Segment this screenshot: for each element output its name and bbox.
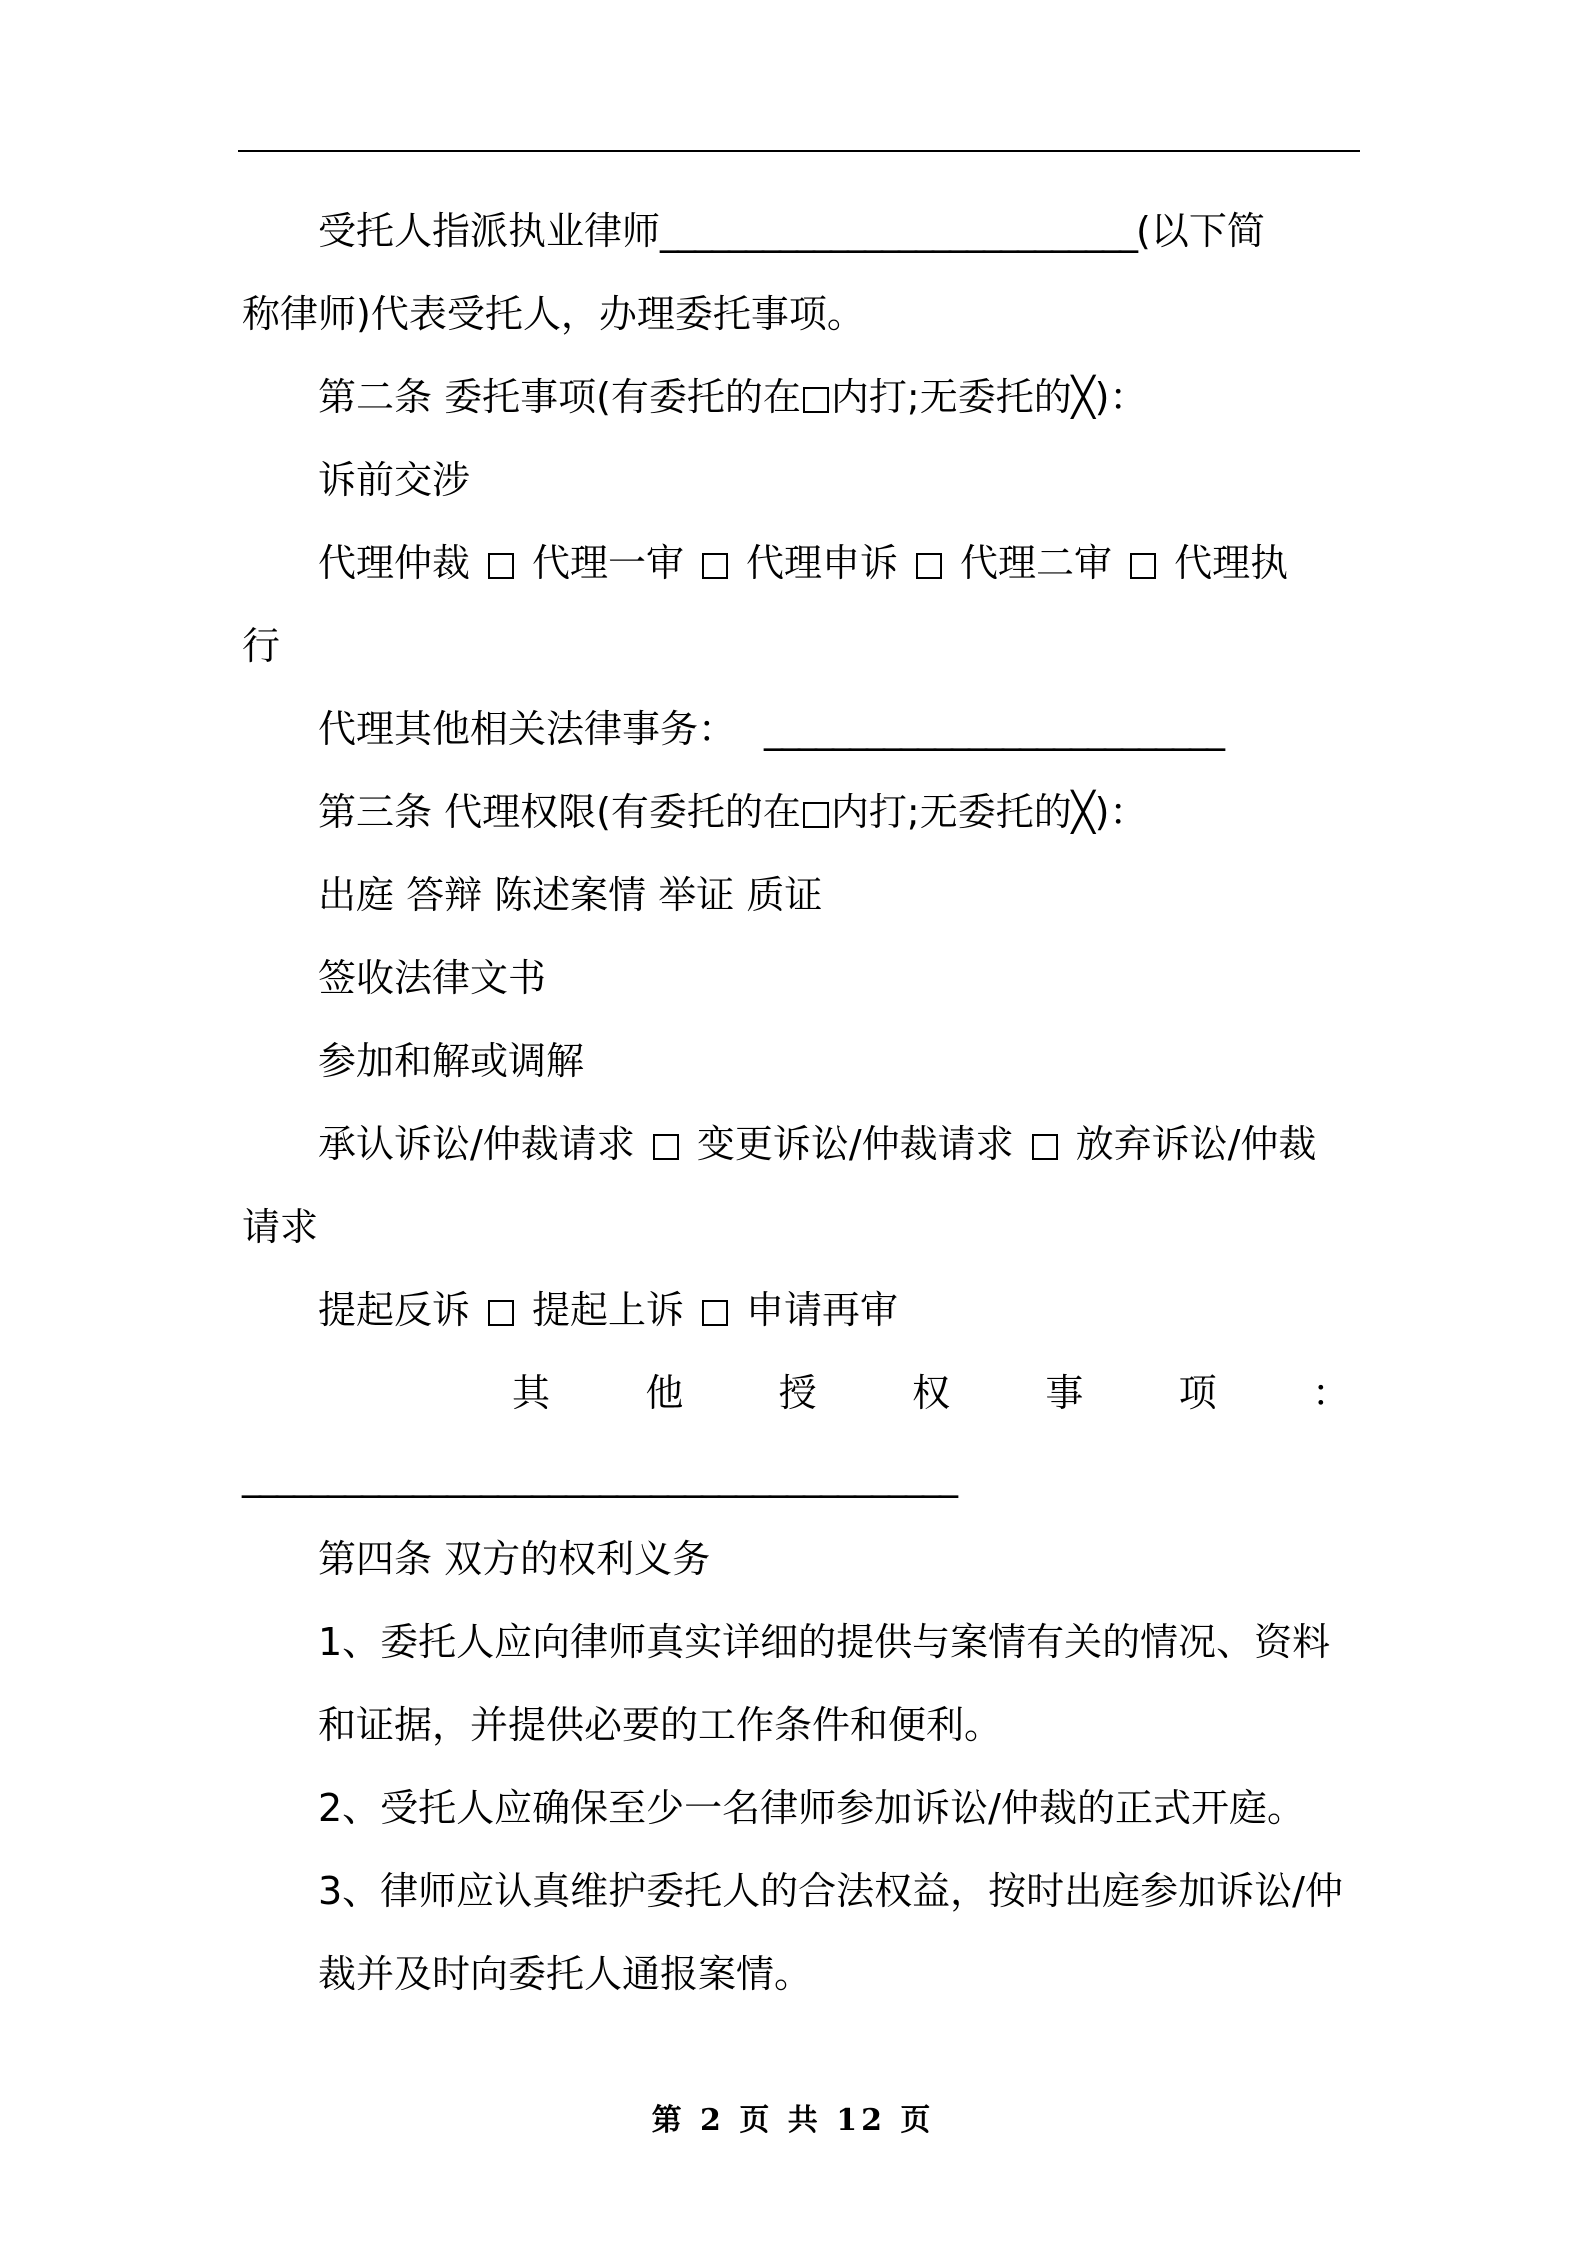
checkbox-arbitration[interactable] xyxy=(488,553,514,579)
powers-court: 出庭 答辩 陈述案情 举证 质证 xyxy=(318,873,823,917)
other-legal-affairs: 代理其他相关法律事务： ___________________________ xyxy=(318,707,1224,751)
cross-mark-icon: ╳ xyxy=(1071,375,1095,419)
powers-claims-cont: 请求 xyxy=(242,1205,319,1249)
item-pre-litigation: 诉前交涉 xyxy=(318,458,471,502)
checkbox-icon xyxy=(803,387,829,413)
powers-actions: 提起反诉 提起上诉 申请再审 xyxy=(318,1288,899,1332)
header-rule xyxy=(238,150,1360,152)
lawyer-name-blank: ____________________________ xyxy=(660,209,1137,253)
checkbox-first-instance[interactable] xyxy=(702,553,728,579)
checkbox-icon xyxy=(803,802,829,828)
checkbox-counterclaim[interactable] xyxy=(488,1300,514,1326)
checkbox-appeal-petition[interactable] xyxy=(916,553,942,579)
document-body xyxy=(242,190,1360,2016)
checkbox-change-claim[interactable] xyxy=(1032,1134,1058,1160)
powers-documents: 签收法律文书 xyxy=(318,956,547,1000)
page-number: 第 2 页 共 12 页 xyxy=(651,2103,935,2138)
article-4-clause-2: 2、受托人应确保至少一名律师参加诉讼/仲裁的正式开庭。 xyxy=(318,1786,1305,1830)
checkbox-admit-claim[interactable] xyxy=(653,1134,679,1160)
other-authorized-matters: 其 他 授 权 事 项 ： xyxy=(512,1371,1350,1415)
article-4-title: 第四条 双方的权利义务 xyxy=(318,1537,711,1581)
article-2-options: 代理仲裁 代理一审 代理申诉 代理二审 代理执 xyxy=(318,541,1289,585)
para-lawyer-assignment: 受托人指派执业律师____________________________(以下简 xyxy=(318,209,1265,253)
article-3-title: 第三条 代理权限(有委托的在 内打;无委托的╳)： xyxy=(318,790,1148,834)
checkbox-file-appeal[interactable] xyxy=(702,1300,728,1326)
powers-claims: 承认诉讼/仲裁请求 变更诉讼/仲裁请求 放弃诉讼/仲裁 xyxy=(318,1122,1317,1166)
cross-mark-icon: ╳ xyxy=(1071,790,1095,834)
para-lawyer-assignment-cont: 称律师)代表受托人，办理委托事项。 xyxy=(242,292,865,336)
article-4-clause-3: 3、律师应认真维护委托人的合法权益，按时出庭参加诉讼/仲裁并及时向委托人通报案情。 xyxy=(318,1869,1343,1996)
checkbox-second-instance[interactable] xyxy=(1130,553,1156,579)
powers-settlement: 参加和解或调解 xyxy=(318,1039,585,1083)
other-affairs-blank: ___________________________ xyxy=(764,707,1224,751)
article-4-clause-1: 1、委托人应向律师真实详细的提供与案情有关的情况、资料和证据，并提供必要的工作条件和便利。 xyxy=(318,1620,1331,1747)
article-2-options-cont: 行 xyxy=(242,624,281,668)
article-2-title: 第二条 委托事项(有委托的在 内打;无委托的╳)： xyxy=(318,375,1148,419)
other-matters-blank: __________________________________________ xyxy=(242,1454,956,1498)
